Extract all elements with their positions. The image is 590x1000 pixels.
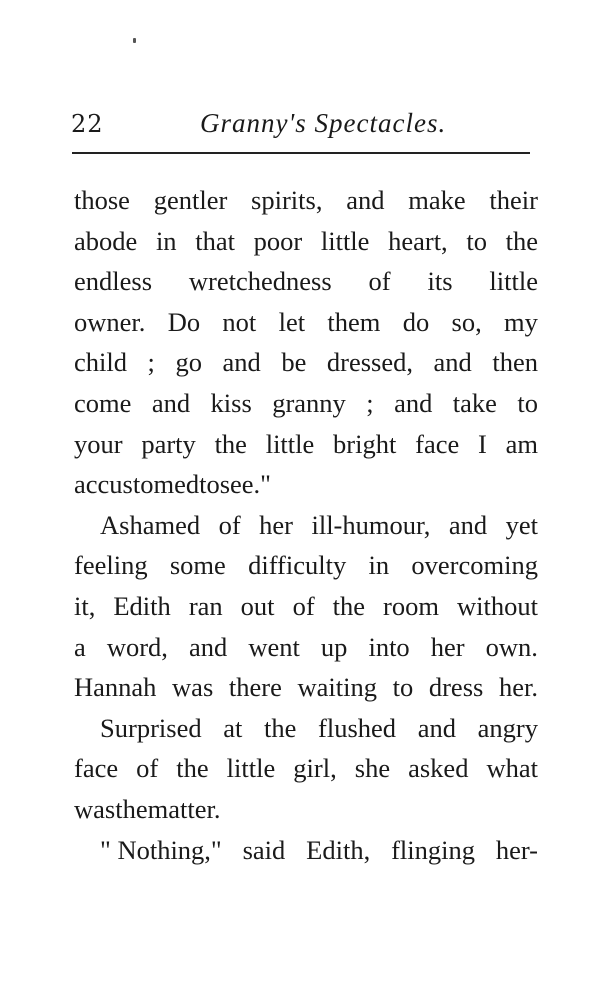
- word: accustomed: [74, 469, 200, 500]
- word: flushed: [318, 712, 397, 743]
- word: her: [430, 631, 465, 662]
- text-line: [74, 748, 538, 789]
- word: the: [176, 753, 209, 784]
- word: waiting: [297, 672, 377, 703]
- word: of: [136, 753, 159, 784]
- word: be: [281, 347, 307, 378]
- word: into: [368, 631, 410, 662]
- word: ill-humour,: [311, 509, 431, 540]
- word: Edith: [113, 590, 171, 621]
- running-header: [0, 106, 590, 140]
- word: ;: [147, 347, 155, 378]
- word: spirits,: [251, 185, 323, 215]
- word: little: [489, 266, 538, 297]
- word: some: [169, 550, 226, 581]
- word: the: [332, 590, 366, 621]
- word: wretchedness: [188, 266, 332, 297]
- word: little: [226, 753, 276, 784]
- word: its: [427, 266, 453, 297]
- word: ran: [188, 590, 223, 621]
- word: the: [214, 428, 247, 459]
- word: in: [155, 225, 177, 256]
- word: those: [74, 185, 130, 215]
- word: to: [517, 387, 538, 418]
- word: little: [320, 225, 370, 256]
- word: girl,: [293, 753, 337, 784]
- word: Hannah: [74, 672, 157, 703]
- word: let: [278, 306, 306, 337]
- word: yet: [505, 509, 538, 540]
- word: my: [504, 306, 538, 337]
- text-line: [74, 586, 538, 627]
- word: of: [368, 266, 391, 297]
- word: abode: [74, 225, 138, 256]
- text-line: [74, 302, 538, 343]
- body-text: [74, 180, 538, 870]
- word: was: [74, 793, 116, 824]
- word: the: [115, 793, 148, 824]
- word: without: [457, 590, 538, 621]
- word: little: [265, 428, 315, 459]
- word: in: [368, 550, 390, 581]
- word: not: [222, 306, 257, 337]
- word: out: [240, 590, 275, 621]
- word: at: [223, 712, 243, 743]
- word: gentler: [153, 185, 228, 215]
- word: am: [505, 428, 538, 459]
- word: matter.: [147, 793, 221, 824]
- word: and: [448, 509, 488, 540]
- word: come: [74, 387, 132, 418]
- word: the: [264, 712, 297, 743]
- word: went: [248, 631, 300, 662]
- word: " Nothing,": [100, 834, 222, 865]
- word: bright: [333, 428, 397, 459]
- word: she: [354, 753, 391, 784]
- word: see.": [219, 469, 271, 500]
- word: and: [222, 347, 261, 378]
- word: asked: [408, 753, 469, 784]
- word: to: [392, 672, 414, 703]
- word: ;: [366, 387, 374, 418]
- word: up: [320, 631, 348, 662]
- word: and: [151, 387, 191, 418]
- word: Edith,: [306, 834, 371, 865]
- text-line: [74, 424, 538, 465]
- word: do: [402, 306, 430, 337]
- word: heart,: [388, 225, 448, 256]
- word: and: [417, 712, 456, 743]
- word: to: [199, 469, 220, 500]
- word: poor: [253, 225, 303, 256]
- word: and: [188, 631, 228, 662]
- word: own.: [485, 631, 538, 662]
- word: Do: [167, 306, 201, 337]
- word: endless: [74, 266, 153, 297]
- word: overcoming: [411, 550, 538, 581]
- word: word,: [106, 631, 168, 662]
- word: Surprised: [100, 712, 202, 743]
- word: them: [327, 306, 381, 337]
- word: face: [74, 753, 119, 784]
- word: kiss: [210, 387, 252, 418]
- text-line: [74, 221, 538, 262]
- text-line: [74, 627, 538, 668]
- text-line: [74, 789, 538, 830]
- word: face: [415, 428, 460, 459]
- word: go: [175, 347, 202, 378]
- word: flinging: [391, 834, 475, 865]
- word: and: [433, 347, 472, 378]
- word: there: [228, 672, 282, 703]
- word: to: [466, 225, 487, 256]
- page-number: 22: [71, 110, 104, 138]
- word: room: [383, 590, 439, 621]
- text-line: [74, 505, 538, 546]
- word: difficulty: [248, 550, 347, 581]
- text-line: [74, 464, 538, 505]
- text-line: [74, 830, 538, 871]
- word: their: [489, 185, 538, 215]
- word: angry: [477, 712, 538, 743]
- word: I: [478, 428, 487, 459]
- word: and: [346, 185, 385, 215]
- text-line: [74, 708, 538, 749]
- text-line: [74, 667, 538, 708]
- word: then: [492, 347, 538, 378]
- text-line: [74, 545, 538, 586]
- word: what: [486, 753, 538, 784]
- ink-speck: [133, 38, 136, 43]
- word: so,: [451, 306, 482, 337]
- header-rule: [72, 152, 530, 154]
- word: the: [505, 225, 538, 256]
- word: make: [408, 185, 466, 215]
- word: take: [452, 387, 497, 418]
- word: it,: [74, 590, 96, 621]
- word: child: [74, 347, 127, 378]
- text-line: [74, 261, 538, 302]
- word: that: [195, 225, 235, 256]
- word: her.: [498, 672, 538, 703]
- text-line: [74, 383, 538, 424]
- word: party: [141, 428, 196, 459]
- word: was: [172, 672, 214, 703]
- word: a: [74, 631, 86, 662]
- word: said: [242, 834, 286, 865]
- word: of: [292, 590, 315, 621]
- word: her: [259, 509, 293, 540]
- running-title: Granny's Spectacles.: [200, 108, 447, 138]
- text-line: [74, 342, 538, 383]
- text-line: [74, 180, 538, 221]
- word: dress: [428, 672, 484, 703]
- word: granny: [272, 387, 346, 418]
- word: her-: [495, 834, 538, 865]
- word: feeling: [74, 550, 148, 581]
- word: of: [218, 509, 241, 540]
- word: Ashamed: [100, 509, 201, 540]
- word: dressed,: [326, 347, 413, 378]
- word: owner.: [74, 306, 146, 337]
- word: and: [394, 387, 433, 418]
- word: your: [74, 428, 123, 459]
